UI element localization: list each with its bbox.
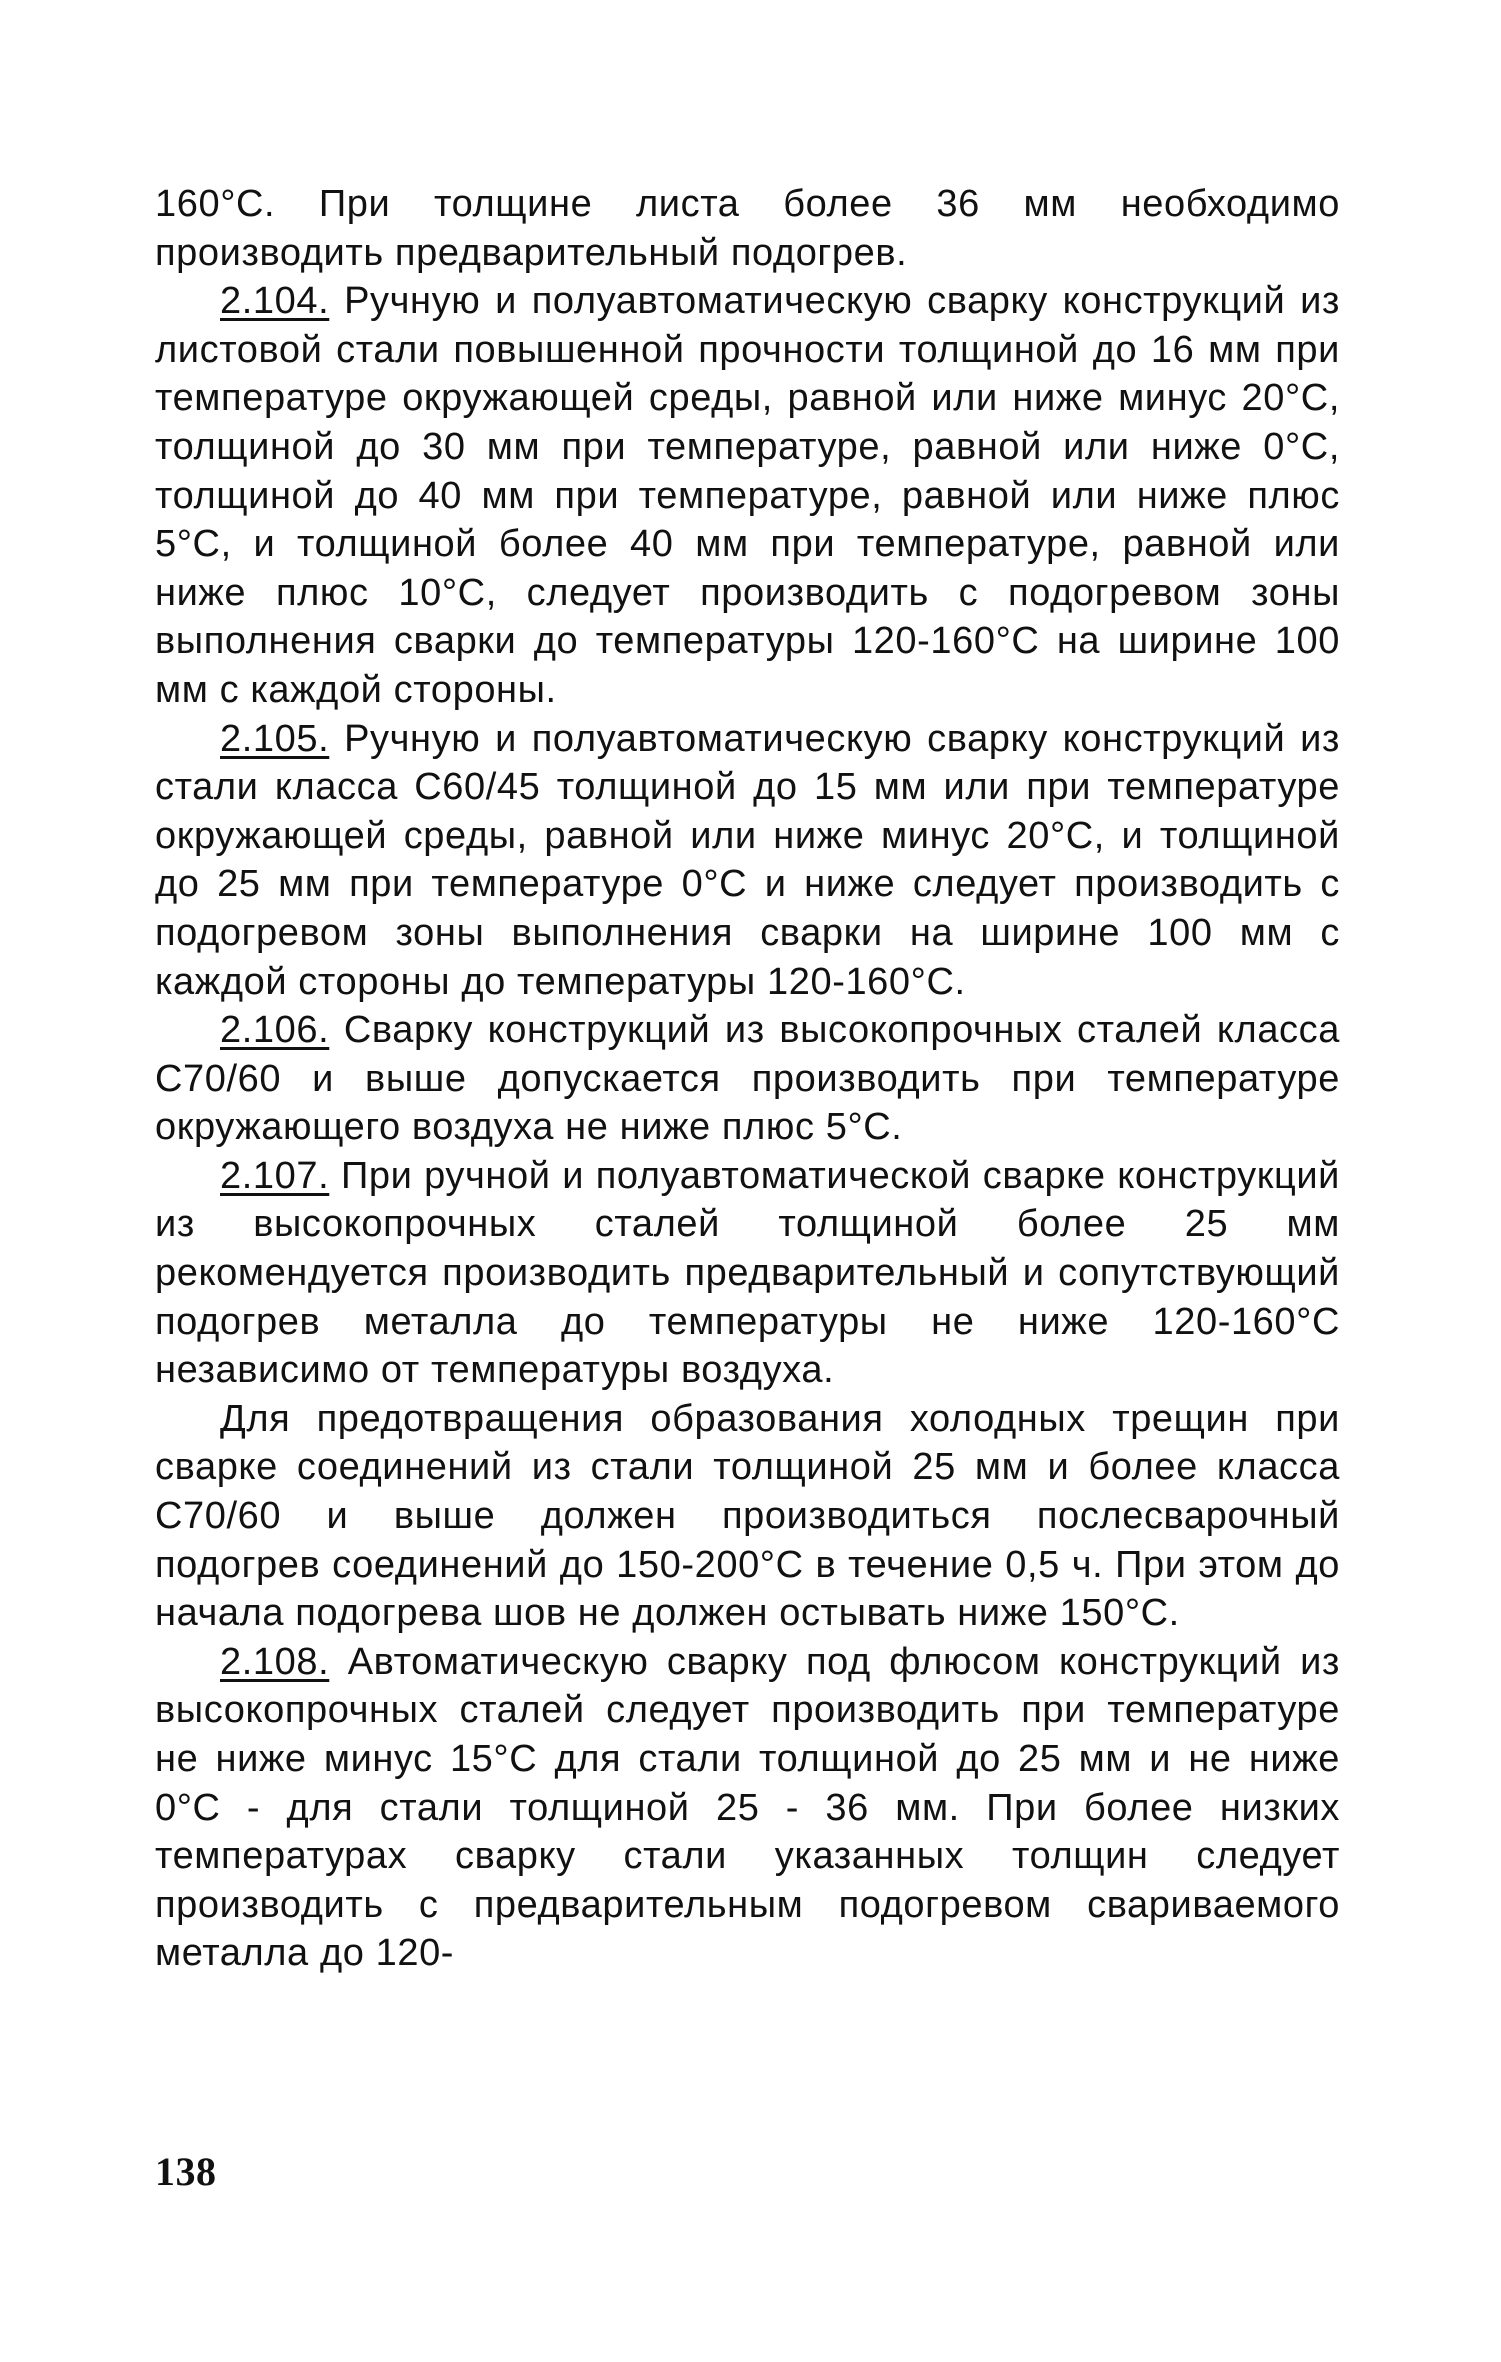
- clause-number: 2.108.: [220, 1640, 330, 1683]
- paragraph-text: Для предотвращения образования холодных трещин при сварке соединений из стали толщиной 25 мм и более класса С70/60 и выше должен производиться послесварочный подогрев соединений до 150-200°С в течение 0,5 ч. При этом до начала подогрева шов не должен остывать ниже 150°С.: [155, 1397, 1340, 1635]
- paragraph-text: Сварку конструкций из высокопрочных сталей класса С70/60 и выше допускается производить при температуре окружающего воздуха не ниже плюс 5°С.: [155, 1009, 1340, 1149]
- clause-number: 2.107.: [220, 1154, 330, 1197]
- paragraph-cold-cracks: [155, 1395, 1340, 1638]
- paragraph-2-105: [155, 715, 1340, 1007]
- paragraph-2-107: [155, 1152, 1340, 1395]
- clause-number: 2.104.: [220, 280, 330, 323]
- paragraph-2-104: [155, 277, 1340, 714]
- paragraph-text: Ручную и полуавтоматическую сварку конструкций из стали класса С60/45 толщиной до 15 мм или при температуре окружающей среды, равной или ниже минус 20°С, и толщиной до 25 мм при температуре 0°С и ниже следует производить с подогревом зоны выполнения сварки на ширине 100 мм с каждой стороны до температуры 120-160°С.: [155, 717, 1340, 1003]
- clause-number: 2.105.: [220, 717, 330, 760]
- paragraph-2-108: [155, 1638, 1340, 1978]
- paragraph-text: При ручной и полуавтоматической сварке конструкций из высокопрочных сталей толщиной более 25 мм рекомендуется производить предварительный и сопутствующий подогрев металла до температуры не ниже 120-160°С независимо от температуры воздуха.: [155, 1154, 1340, 1392]
- paragraph-text: 160°С. При толщине листа более 36 мм необходимо производить предварительный подогрев.: [155, 183, 1340, 274]
- paragraph-text: Ручную и полуавтоматическую сварку конструкций из листовой стали повышенной прочности толщиной до 16 мм при температуре окружающей среды, равной или ниже минус 20°С, толщиной до 30 мм при температуре, равной или ниже 0°С, толщиной до 40 мм при температуре, равной или ниже плюс 5°С, и толщиной более 40 мм при температуре, равной или ниже плюс 10°С, следует производить с подогревом зоны выполнения сварки до температуры 120-160°С на ширине 100 мм с каждой стороны.: [155, 280, 1340, 711]
- body-text: [155, 180, 1340, 1978]
- clause-number: 2.106.: [220, 1009, 330, 1052]
- page-number: 138: [155, 2149, 217, 2194]
- paragraph-text: Автоматическую сварку под флюсом конструкций из высокопрочных сталей следует производить при температуре не ниже минус 15°С для стали толщиной до 25 мм и не ниже 0°С - для стали толщиной 25 - 36 мм. При более низких температурах сварку стали указанных толщин следует производить с предварительным подогревом свариваемого металла до 120-: [155, 1640, 1340, 1975]
- paragraph-continuation: [155, 180, 1340, 277]
- paragraph-2-106: [155, 1006, 1340, 1152]
